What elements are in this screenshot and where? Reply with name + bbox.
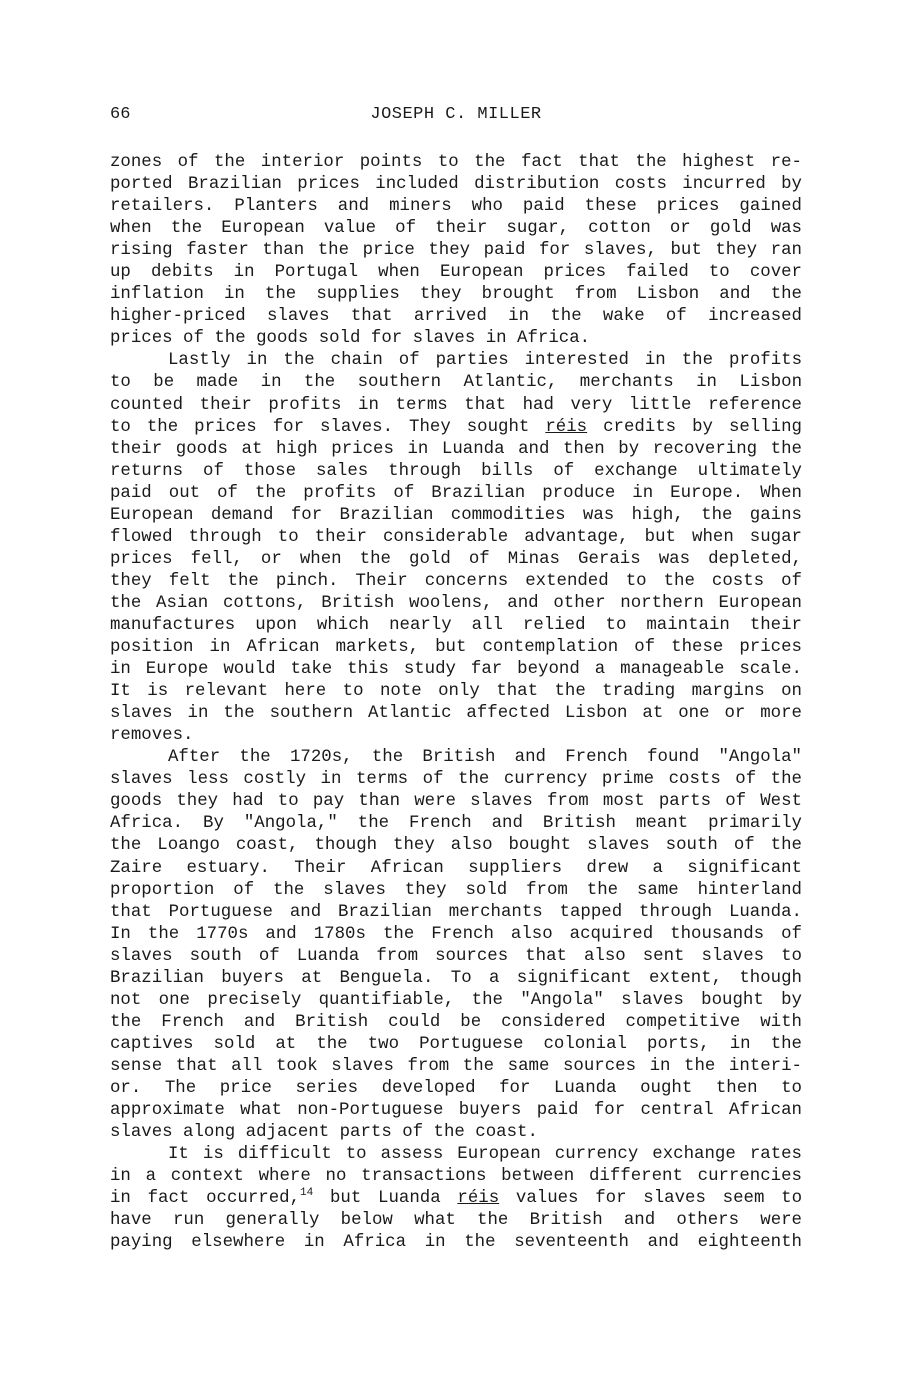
footnote-reference[interactable]: 14 (300, 1187, 314, 1200)
text-line: European demand for Brazilian commodities was high, the gains (110, 505, 802, 525)
text-line: slaves south of Luanda from sources that also sent slaves to (110, 946, 802, 966)
text-line: or. The price series developed for Luanda ought then to (110, 1078, 802, 1098)
text-line: removes. (110, 726, 194, 746)
text-line: not one precisely quantifiable, the "Angola" slaves bought by (110, 990, 802, 1010)
text-fragment: in fact occurred, (110, 1189, 301, 1209)
text-line: rising faster than the price they paid for slaves, but they ran (110, 241, 802, 261)
text-line: proportion of the slaves they sold from the same hinterland (110, 880, 802, 900)
text-line: in Europe would take this study far beyond a manageable scale. (110, 660, 802, 680)
text-line: the Loango coast, though they also bought slaves south of the (110, 836, 802, 856)
text-line: sense that all took slaves from the same sources in the interi- (110, 1056, 802, 1076)
text-line: to be made in the southern Atlantic, merchants in Lisbon (110, 373, 802, 393)
text-line: manufactures upon which nearly all relied to maintain their (110, 615, 802, 635)
paragraph-4 (110, 1144, 802, 1254)
text-line: paid out of the profits of Brazilian produce in Europe. When (110, 483, 802, 503)
text-line: ported Brazilian prices included distribution costs incurred by (110, 175, 802, 195)
running-head (110, 104, 802, 130)
text-line: higher-priced slaves that arrived in the wake of increased (110, 307, 802, 327)
text-line: approximate what non-Portuguese buyers paid for central African (110, 1101, 802, 1121)
paragraph-3 (110, 747, 802, 1144)
body-text (110, 152, 802, 1254)
text-line: goods they had to pay than were slaves from most parts of West (110, 792, 802, 812)
text-line: the Asian cottons, British woolens, and other northern European (110, 593, 802, 613)
text-line: when the European value of their sugar, cotton or gold was (110, 219, 802, 239)
text-line: have run generally below what the British and others were (110, 1211, 802, 1231)
reis-term: réis (457, 1189, 500, 1209)
text-line: slaves along adjacent parts of the coast. (110, 1123, 538, 1143)
text-line: position in African markets, but contemplation of these prices (110, 638, 802, 658)
reis-term: réis (545, 417, 588, 437)
text-line: in a context where no transactions between different currencies (110, 1167, 802, 1187)
text-line: Africa. By "Angola," the French and British meant primarily (110, 814, 802, 834)
text-line: up debits in Portugal when European prices failed to cover (110, 263, 802, 283)
text-line: prices fell, or when the gold of Minas Gerais was depleted, (110, 549, 802, 569)
text-line: Brazilian buyers at Benguela. To a significant extent, though (110, 968, 802, 988)
text-line: slaves in the southern Atlantic affected Lisbon at one or more (110, 704, 802, 724)
text-line: that Portuguese and Brazilian merchants tapped through Luanda. (110, 902, 802, 922)
text-line: paying elsewhere in Africa in the seventeenth and eighteenth (110, 1233, 802, 1253)
text-line: It is relevant here to note only that the trading margins on (110, 682, 802, 702)
text-line: Zaire estuary. Their African suppliers drew a significant (110, 858, 802, 878)
text-line: prices of the goods sold for slaves in Africa. (110, 329, 591, 349)
text-line: the French and British could be considered competitive with (110, 1012, 802, 1032)
page (110, 104, 802, 1254)
text-line-reis: to the prices for slaves. They sought réis credits by selling (110, 417, 802, 437)
paragraph-2 (110, 350, 802, 747)
text-line: flowed through to their considerable advantage, but when sugar (110, 527, 802, 547)
text-line: It is difficult to assess European currency exchange rates (168, 1145, 802, 1165)
text-fragment: values for slaves seem to (499, 1189, 803, 1209)
text-line-footnote (110, 1188, 802, 1210)
text-line: returns of those sales through bills of exchange ultimately (110, 461, 802, 481)
text-line: captives sold at the two Portuguese colonial ports, in the (110, 1034, 802, 1054)
text-line: counted their profits in terms that had very little reference (110, 395, 802, 415)
text-line: After the 1720s, the British and French found "Angola" (168, 748, 802, 768)
paragraph-1 (110, 152, 802, 350)
text-line: In the 1770s and 1780s the French also acquired thousands of (110, 924, 802, 944)
running-title: JOSEPH C. MILLER (370, 105, 542, 124)
text-line: zones of the interior points to the fact that the highest re- (110, 153, 802, 172)
text-line: they felt the pinch. Their concerns extended to the costs of (110, 571, 802, 591)
text-line: Lastly in the chain of parties interested in the profits (168, 351, 802, 371)
page-number: 66 (110, 105, 131, 124)
text-line: inflation in the supplies they brought from Lisbon and the (110, 285, 802, 305)
text-fragment: but Luanda (313, 1189, 458, 1209)
text-line: slaves less costly in terms of the currency prime costs of the (110, 770, 802, 790)
text-line: their goods at high prices in Luanda and then by recovering the (110, 439, 802, 459)
text-line: retailers. Planters and miners who paid these prices gained (110, 197, 802, 217)
